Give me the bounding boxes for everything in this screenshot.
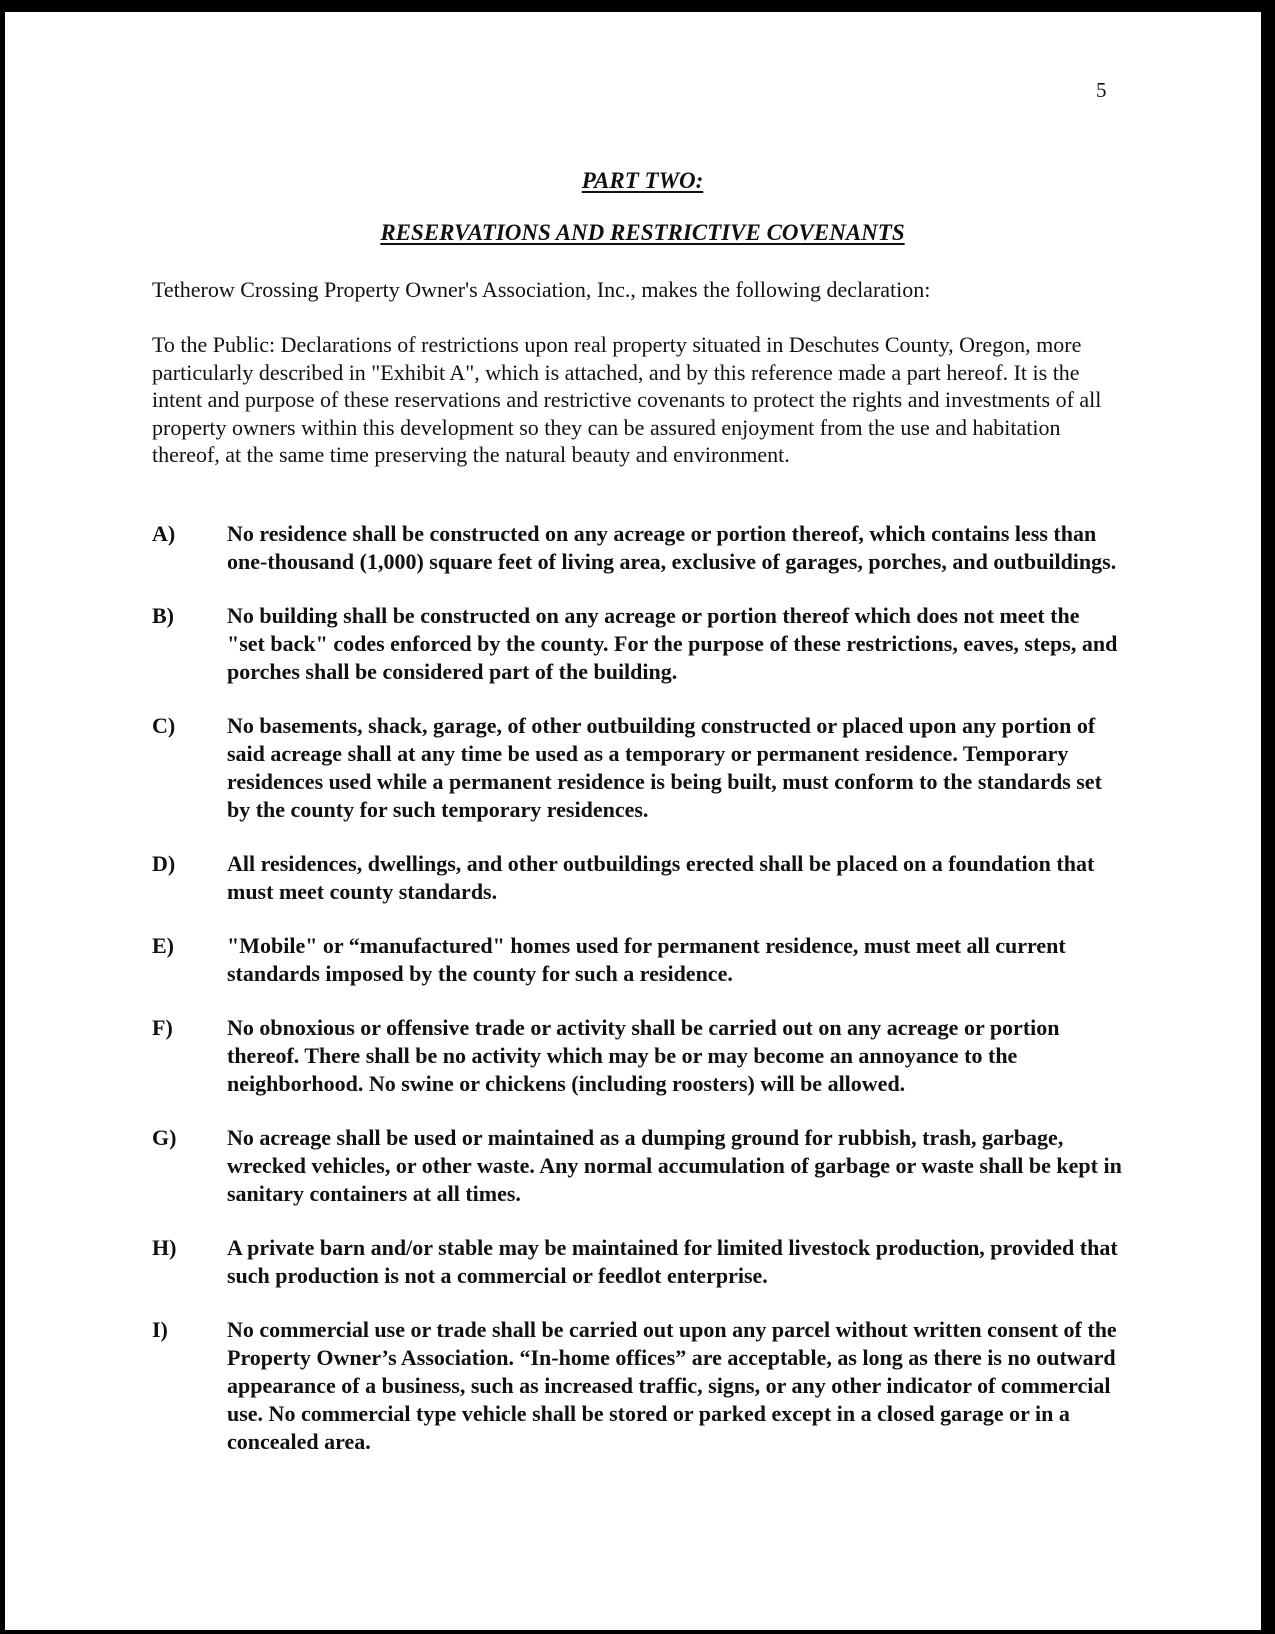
covenant-item <box>152 1234 1122 1290</box>
covenant-letter: E) <box>152 933 174 958</box>
covenant-text: No basements, shack, garage, of other outbuilding constructed or placed upon any portion of said acreage shall at any time be used as a temporary or permanent residence. Temporary residences used while a permanent residence is being built, must conform to the standards set by the county for such temporary residences. <box>227 713 1102 822</box>
covenant-text: No building shall be constructed on any acreage or portion thereof which does not meet the "set back" codes enforced by the county. For the purpose of these restrictions, eaves, steps, and porches shall be considered part of the building. <box>227 603 1118 684</box>
page-number: 5 <box>1096 78 1107 102</box>
covenant-text: No acreage shall be used or maintained as a dumping ground for rubbish, trash, garbage, wrecked vehicles, or other waste. Any normal accumulation of garbage or waste shall be kept in sanitary containers at all times. <box>227 1125 1122 1206</box>
covenant-text: No commercial use or trade shall be carried out upon any parcel without written consent of the Property Owner’s Association. “In-home offices” are acceptable, as long as there is no outward appearance of a business, such as increased traffic, signs, or any other indicator of commercial use. No commercial type vehicle shall be stored or parked except in a closed garage or in a concealed area. <box>227 1317 1117 1454</box>
covenant-letter: C) <box>152 713 176 738</box>
covenant-item <box>152 932 1122 988</box>
covenant-letter: F) <box>152 1015 173 1040</box>
covenant-item <box>152 520 1122 576</box>
covenant-letter: H) <box>152 1235 177 1260</box>
covenant-text: "Mobile" or “manufactured" homes used for permanent residence, must meet all current standards imposed by the county for such a residence. <box>227 933 1066 986</box>
covenant-item <box>152 1316 1122 1456</box>
covenant-item <box>152 602 1122 686</box>
section-title: RESERVATIONS AND RESTRICTIVE COVENANTS <box>380 220 905 245</box>
covenant-text: No residence shall be constructed on any acreage or portion thereof, which contains less than one-thousand (1,000) square feet of living area, exclusive of garages, porches, and outbuildings. <box>227 521 1117 574</box>
covenant-letter: A) <box>152 521 176 546</box>
covenant-list <box>152 520 1122 1482</box>
covenant-letter: G) <box>152 1125 177 1150</box>
covenant-text: All residences, dwellings, and other outbuildings erected shall be placed on a foundation that must meet county standards. <box>227 851 1095 904</box>
covenant-item <box>152 1124 1122 1208</box>
covenant-item <box>152 712 1122 824</box>
public-declaration-paragraph: To the Public: Declarations of restrictions upon real property situated in Deschutes County, Oregon, more particularly described in "Exhibit A", which is attached, and by this reference made a part hereof. It is the intent and purpose of these reservations and restrictive covenants to protect the rights and investments of all property owners within this development so they can be assured enjoyment from the use and habitation thereof, at the same time preserving the natural beauty and environment. <box>152 332 1102 468</box>
part-title: PART TWO: <box>581 168 704 193</box>
covenant-letter: D) <box>152 851 176 876</box>
declaration-intro: Tetherow Crossing Property Owner's Association, Inc., makes the following declaration: <box>152 277 931 302</box>
covenant-letter: B) <box>152 603 174 628</box>
covenant-text: No obnoxious or offensive trade or activity shall be carried out on any acreage or portion thereof. There shall be no activity which may be or may become an annoyance to the neighborhood. No swine or chickens (including roosters) will be allowed. <box>227 1015 1060 1096</box>
covenant-item <box>152 1014 1122 1098</box>
covenant-letter: I) <box>152 1317 168 1342</box>
covenant-item <box>152 850 1122 906</box>
covenant-text: A private barn and/or stable may be maintained for limited livestock production, provided that such production is not a commercial or feedlot enterprise. <box>227 1235 1118 1288</box>
